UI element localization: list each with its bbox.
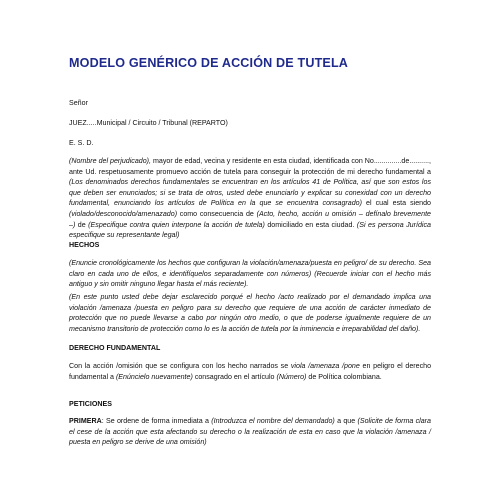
derecho-text-3: consagrado en el artículo	[192, 372, 277, 381]
intro-text-3: como consecuencia de	[177, 209, 257, 218]
peticion-text-1: : Se ordene de forma inmediata a	[101, 417, 212, 425]
hechos-paragraph-1: (Enuncie cronológicamente los hechos que configuran la violación/amenaza/puesta en peligro/ de su derecho. Sea claro en cada uno de ellos, e identifíquelos separadamente con números) (Recuerde iniciar con el hecho más antiguo y sin omitir ninguno llegar hasta el más reciente).	[69, 259, 431, 289]
intro-act-placeholder: (Acto, hecho, acción u omisión – defínalo brevemente –)	[69, 209, 431, 229]
intro-violation-placeholder: (violado/desconocido/amenazado)	[69, 209, 178, 218]
judge-line: JUEZ.....Municipal / Circuito / Tribunal (REPARTO)	[69, 119, 228, 127]
peticiones-paragraph	[69, 416, 431, 448]
peticion-primera-label: PRIMERA	[69, 417, 102, 425]
peticiones-heading: PETICIONES	[69, 400, 112, 408]
derecho-text-4: de Política colombiana.	[306, 372, 382, 381]
peticion-request-placeholder: (Solicite de forma clara el cese de la acción que esta afectando su derecho o la realización de esta en caso que la violación /amenaza / puesta en peligro se derive de una omisión)	[69, 417, 431, 447]
intro-legal-rep-placeholder: (Si es persona Jurídica especifique su representante legal)	[69, 220, 431, 240]
intro-text-2: el cual esta siendo	[361, 199, 431, 208]
intro-plaintiff-placeholder: (Nombre del perjudicado),	[69, 157, 152, 165]
derecho-text-1: Con la acción /omisión que se configura con los hecho narrados se	[69, 362, 291, 370]
peticion-text-2: a que	[334, 417, 358, 425]
hechos-heading: HECHOS	[69, 241, 100, 249]
intro-rights-placeholder: (Los denominados derechos fundamentales se encuentran en los artículos 41 de Política, así que son estos los que deben ser enunciados; si se trata de otros, usted debe enunciarlo y explicar su conexidad con un derecho fundamental, enunciando los artículos de Política en la que se encuentra consagrado)	[69, 178, 431, 208]
intro-defendant-placeholder: (Especifique contra quien interpone la acción de tutela)	[88, 220, 265, 229]
derecho-right-placeholder: (Enúncielo nuevamente)	[115, 372, 193, 381]
derecho-article-placeholder: (Número)	[276, 372, 307, 381]
greeting: Señor	[69, 99, 88, 107]
document-title: MODELO GENÉRICO DE ACCIÓN DE TUTELA	[69, 56, 349, 70]
intro-text-5: domiciliado en esta ciudad.	[264, 220, 355, 229]
derecho-paragraph	[69, 361, 431, 382]
esd-line: E. S. D.	[69, 139, 94, 147]
derecho-heading: DERECHO FUNDAMENTAL	[69, 344, 161, 352]
intro-text-4: de	[75, 220, 89, 229]
derecho-violation-placeholder: viola /amenaza /pone	[290, 362, 360, 370]
derecho-text-2: en peligro el derecho fundamental a	[69, 362, 432, 381]
peticion-defendant-placeholder: (Introduzca el nombre del demandado)	[211, 417, 335, 425]
intro-text-1: mayor de edad, vecina y residente en esta ciudad, identificada con No..............de.........., ante Ud. respetuosamente promuevo acción de tutela para conseguir la protección de mi derecho fundamental a	[69, 157, 431, 176]
hechos-paragraph-2: (En este punto usted debe dejar esclarecido porqué el hecho /acto realizado por el demandado implica una violación /amenaza /puesta en peligro para su derecho que requiere de una acción de carácter inmediato de protección que no puede llevarse a cabo por ningún otro medio, o que de poderse igualmente requiere de un mecanismo transitorio de protección como lo es la acción de tutela por la inminencia e irreparabilidad del daño).	[69, 293, 431, 333]
intro-paragraph	[69, 156, 431, 241]
